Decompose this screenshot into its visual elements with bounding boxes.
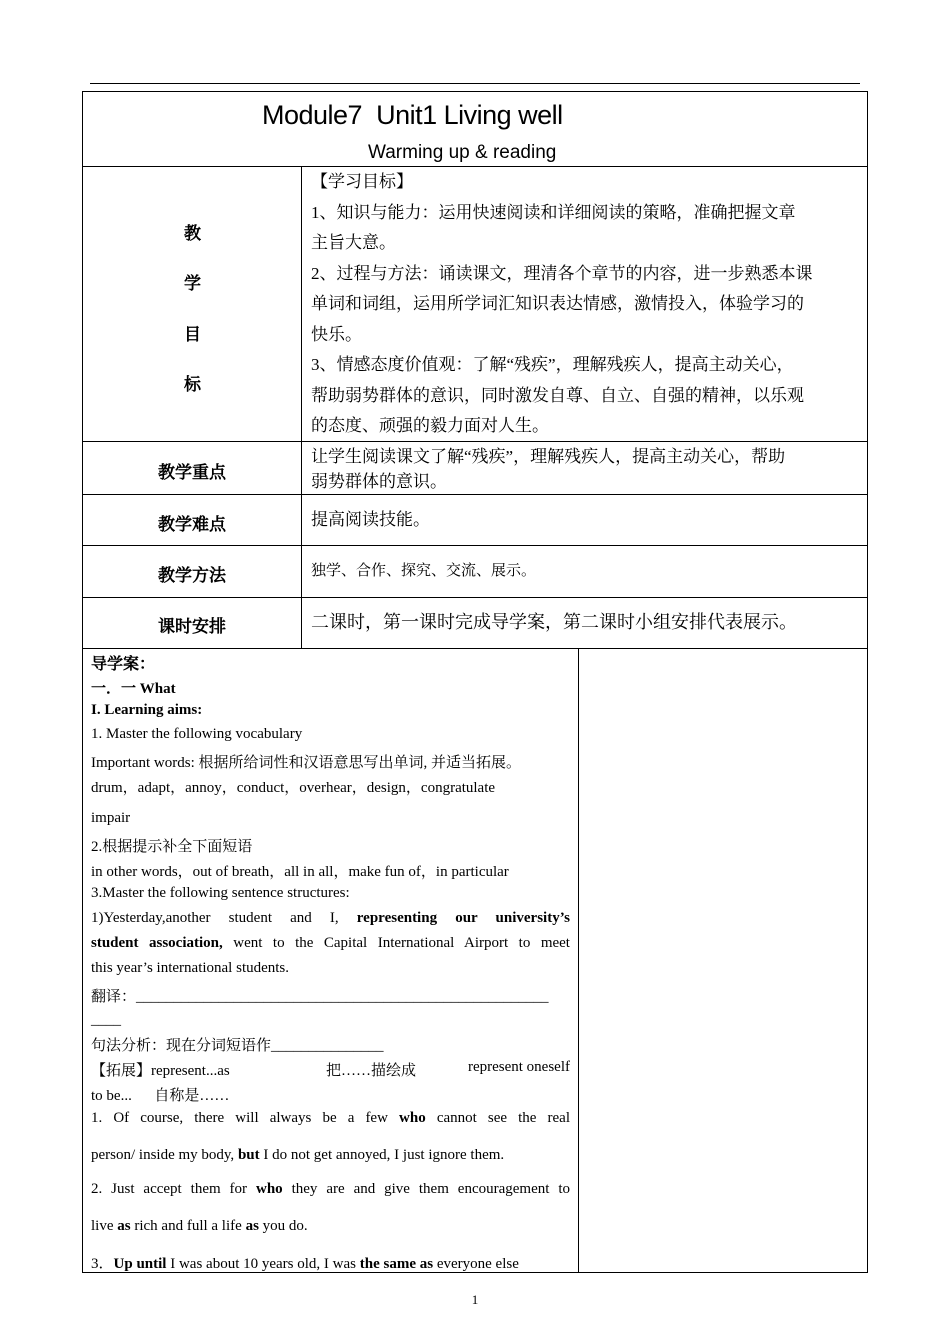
key-points-line: 弱势群体的意识。 [311,472,447,491]
table-column-rule [578,648,579,1273]
schedule-content: 二课时，第一课时完成导学案，第二课时小组安排代表展示。 [311,612,797,632]
page-title: Module7 Unit1 Living well [262,100,563,130]
table-column-rule [301,166,302,648]
methods-label: 教学方法 [158,566,226,586]
objectives-line: 快乐。 [311,324,362,344]
important-words: Important words: 根据所给词性和汉语意思写出单词, 并适当拓展。 [91,755,521,771]
extension-text: 【拓展】represent...as [91,1063,230,1079]
example-1-line [91,1147,570,1164]
sentence-1-line [91,935,570,952]
schedule-label: 课时安排 [158,617,226,637]
objectives-heading: 【学习目标】 [311,172,413,191]
example-text: rich and full a life [130,1218,242,1234]
example-bold: who [255,1181,283,1197]
words-list-cont: impair [91,810,131,826]
sentence-bold: student association, [91,935,223,951]
key-points-line: 让学生阅读课文了解“残疾”，理解残疾人，提高主动关心，帮助 [311,447,786,466]
example-text: I do not get annoyed, I just ignore them. [259,1147,505,1163]
objectives-line: 单词和词组，运用所学词汇知识表达情感，激情投入，体验学习的 [311,294,804,313]
example-bold: as [241,1218,259,1234]
words-list: drum，adapt，annoy，conduct，overhear，design，congratulate [91,780,496,796]
page-subtitle: Warming up & reading [368,142,557,163]
analysis-line [91,1034,570,1055]
vocab-item: 1. Master the following vocabulary [91,726,303,742]
section-heading: 一．一 What [91,681,176,697]
example-bold: the same as [356,1256,434,1272]
example-text: I was about 10 years old, I was [166,1256,357,1272]
objectives-line: 3、情感态度价值观：了解“残疾”，理解残疾人，提高主动关心， [311,355,794,374]
objectives-line: 主旨大意。 [311,233,396,252]
translation-blank: _______________________________________________________ [136,989,549,1005]
extension-line [91,1059,570,1080]
page-number: 1 [471,1292,479,1307]
example-bold: but [234,1147,260,1163]
table-rule [82,545,868,546]
objectives-line: 的态度、顽强的毅力面对人生。 [311,416,549,435]
example-text: you do. [258,1218,308,1234]
example-bold: Up until [113,1256,167,1272]
example-text: 1. Of course, there will always be a few [91,1110,388,1126]
analysis-blank: _______________ [271,1038,384,1054]
sentence-item: 3.Master the following sentence structures: [91,885,350,901]
extension-text: 把……描绘成 [326,1063,417,1079]
objectives-line: 帮助弱势群体的意识，同时激发自尊、自立、自强的精神，以乐观 [311,385,804,405]
phrase-list: in other words，out of breath，all in all，make fun of，in particular [91,864,509,880]
guide-heading: 导学案： [91,654,156,673]
example-1-line [91,1110,570,1127]
sentence-text: 1)Yesterday,another student and I, [91,910,339,926]
example-text: everyone else [433,1256,519,1272]
objectives-label-char: 学 [184,274,201,294]
example-text: live [91,1218,114,1234]
header-rule [90,83,860,84]
translation-label: 翻译： [91,989,137,1005]
objectives-label-char: 标 [184,375,201,395]
phrase-item: 2.根据提示补全下面短语 [91,839,253,855]
example-text: 2. Just accept them for [91,1181,248,1197]
sentence-1-line [91,910,570,927]
example-text: person/ inside my body, [91,1147,235,1163]
example-text: they are and give them encouragement to [291,1181,571,1197]
example-text: 3． [91,1256,114,1272]
difficulties-content: 提高阅读技能。 [311,510,430,529]
table-rule [82,648,868,649]
translation-line [91,985,570,1006]
example-2-line [91,1218,570,1235]
extension-text: represent oneself [467,1059,570,1075]
key-points-label: 教学重点 [158,463,226,483]
example-bold: as [113,1218,131,1234]
objectives-line: 2、过程与方法：诵读课文，理清各个章节的内容，进一步熟悉本课 [311,263,813,283]
example-2-line [91,1181,570,1198]
table-rule [82,597,868,598]
objectives-label-char: 教 [184,224,201,244]
extension-line-cont: to be... 自称是…… [91,1088,230,1104]
difficulties-label: 教学难点 [158,515,226,535]
sentence-bold: representing our university’s [338,910,570,926]
sentence-1-line: this year’s international students. [91,960,290,976]
objectives-line: 1、知识与能力：运用快速阅读和详细阅读的策略，准确把握文章 [311,202,796,222]
example-text: cannot see the real [436,1110,571,1126]
example-3-line [91,1252,570,1273]
aims-heading: I. Learning aims: [91,702,203,718]
table-rule [82,494,868,495]
methods-content: 独学、合作、探究、交流、展示。 [311,563,537,579]
analysis-label: 句法分析：现在分词短语作 [91,1038,272,1054]
objectives-content [311,167,863,442]
sentence-text: went to the Capital International Airport to meet [222,935,570,951]
example-bold: who [399,1110,426,1126]
objectives-label-char: 目 [184,325,201,345]
key-points-content [311,444,863,494]
translation-blank-cont: ____ [91,1012,121,1028]
